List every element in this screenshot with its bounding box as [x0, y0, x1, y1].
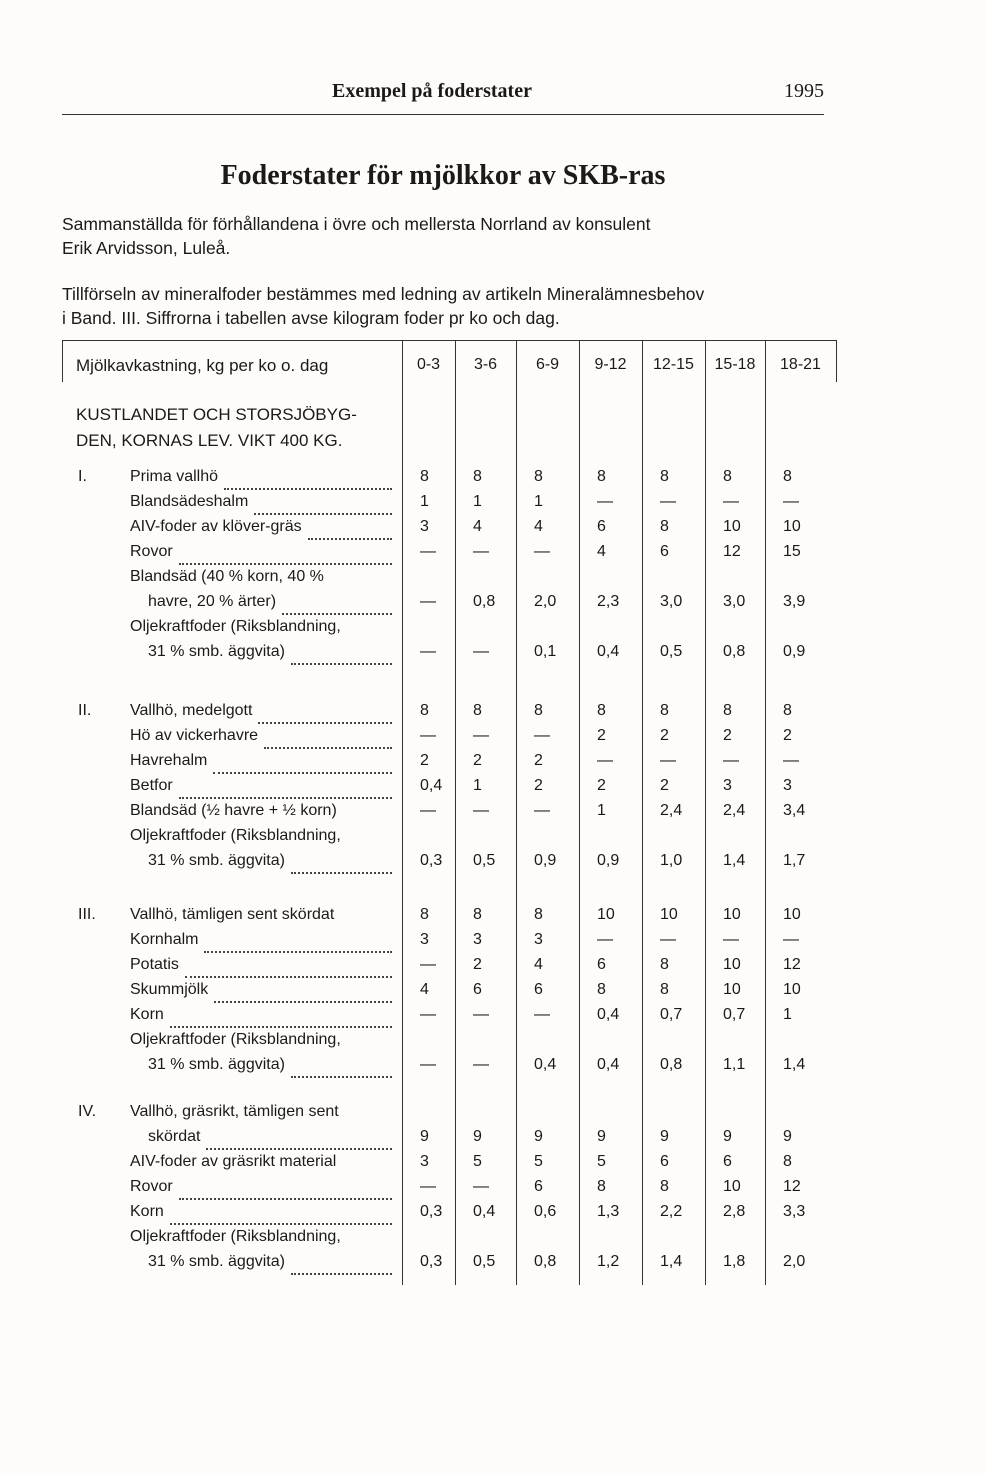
cell-value: 3 [534, 931, 543, 948]
cell-value: 0,4 [473, 1203, 496, 1220]
cell-value: 3,3 [783, 1203, 806, 1220]
section-title-line: DEN, KORNAS LEV. VIKT 400 KG. [76, 431, 343, 450]
cell-value: 10 [723, 1178, 741, 1195]
table-row [62, 1153, 836, 1177]
cell-value: — [783, 931, 799, 948]
row-label: Oljekraftfoder (Riksblandning, [130, 1228, 341, 1245]
column-header: 3-6 [473, 356, 498, 373]
cell-value: 8 [534, 702, 543, 719]
cell-value: 0,4 [597, 1006, 620, 1023]
cell-value: 0,3 [420, 1253, 443, 1270]
cell-value: 1 [597, 802, 606, 819]
cell-value: 8 [660, 702, 669, 719]
table-row [62, 727, 836, 751]
cell-value: 0,4 [597, 643, 620, 660]
cell-value: 4 [534, 518, 543, 535]
cell-value: 3 [723, 777, 732, 794]
leader-dots [170, 1006, 392, 1028]
cell-value: 2 [420, 752, 429, 769]
cell-value: 5 [597, 1153, 606, 1170]
table-row [62, 931, 836, 955]
cell-value: 6 [660, 1153, 669, 1170]
cell-value: — [597, 752, 613, 769]
group-numeral: III. [78, 906, 96, 923]
cell-value: 8 [473, 906, 482, 923]
row-label: Vallhö, tämligen sent skördat [130, 906, 335, 923]
cell-value: 2 [473, 752, 482, 769]
page-title: Foderstater för mjölkkor av SKB-ras [220, 160, 666, 191]
cell-value: 0,8 [534, 1253, 557, 1270]
leader-dots [282, 593, 392, 615]
cell-value: 2,4 [660, 802, 683, 819]
cell-value: 1 [783, 1006, 792, 1023]
table-row [62, 1203, 836, 1227]
cell-value: 8 [420, 702, 429, 719]
cell-value: 0,4 [534, 1056, 557, 1073]
leader-dots [170, 1203, 392, 1225]
cell-value: 3 [420, 518, 429, 535]
leader-dots [264, 727, 392, 749]
row-label: Betfor [130, 777, 173, 794]
cell-value: 6 [534, 1178, 543, 1195]
group-numeral: IV. [78, 1103, 97, 1120]
cell-value: 1,2 [597, 1253, 620, 1270]
cell-value: 2 [660, 777, 669, 794]
row-label: 31 % smb. äggvita) [148, 852, 285, 869]
cell-value: 1,0 [660, 852, 683, 869]
intro-line: i Band. III. Siffrorna i tabellen avse kilogram foder pr ko och dag. [62, 308, 560, 328]
cell-value: — [660, 931, 676, 948]
cell-value: 8 [660, 981, 669, 998]
cell-value: 2 [473, 956, 482, 973]
feed-table [62, 340, 836, 1285]
intro-line: Erik Arvidsson, Luleå. [62, 238, 231, 258]
leader-dots [308, 518, 392, 540]
cell-value: 15 [783, 543, 801, 560]
cell-value: 6 [597, 518, 606, 535]
cell-value: 9 [723, 1128, 732, 1145]
row-label: Korn [130, 1006, 164, 1023]
table-row [62, 543, 836, 567]
cell-value: 1,7 [783, 852, 806, 869]
table-row [62, 568, 836, 592]
cell-value: 9 [660, 1128, 669, 1145]
leader-dots [185, 956, 392, 978]
cell-value: 0,5 [660, 643, 683, 660]
cell-value: — [723, 493, 739, 510]
leader-dots [291, 852, 392, 874]
cell-value: 6 [597, 956, 606, 973]
cell-value: 8 [534, 906, 543, 923]
cell-value: — [420, 593, 436, 610]
cell-value: 0,5 [473, 852, 496, 869]
intro-paragraph-1 [62, 212, 830, 260]
row-label: Havrehalm [130, 752, 208, 769]
leader-dots [254, 493, 392, 515]
column-header: 15-18 [714, 356, 756, 373]
cell-value: 1,3 [597, 1203, 620, 1220]
leader-dots [179, 777, 392, 799]
cell-value: 0,5 [473, 1253, 496, 1270]
cell-value: — [660, 493, 676, 510]
cell-value: 3 [420, 1153, 429, 1170]
leader-dots [204, 931, 392, 953]
cell-value: 0,4 [420, 777, 443, 794]
row-label: Blandsädeshalm [130, 493, 249, 510]
page-number: 1995 [784, 80, 824, 102]
cell-value: 2 [534, 752, 543, 769]
cell-value: 4 [597, 543, 606, 560]
running-head [62, 80, 824, 115]
cell-value: 6 [534, 981, 543, 998]
cell-value: 4 [534, 956, 543, 973]
cell-value: 6 [660, 543, 669, 560]
cell-value: 1,4 [783, 1056, 806, 1073]
cell-value: 3 [420, 931, 429, 948]
cell-value: 9 [783, 1128, 792, 1145]
cell-value: 0,7 [723, 1006, 746, 1023]
column-rule [62, 340, 63, 382]
column-header: 0-3 [416, 356, 441, 373]
table-row [62, 1006, 836, 1030]
cell-value: 10 [723, 981, 741, 998]
leader-dots [179, 543, 392, 565]
cell-value: — [420, 1056, 436, 1073]
table-row [62, 852, 836, 876]
table-row [62, 1103, 836, 1127]
cell-value: — [597, 931, 613, 948]
cell-value: 10 [723, 906, 741, 923]
table-row [62, 468, 836, 492]
cell-value: 9 [420, 1128, 429, 1145]
cell-value: 2 [534, 777, 543, 794]
cell-value: 4 [420, 981, 429, 998]
cell-value: — [420, 802, 436, 819]
cell-value: 10 [783, 981, 801, 998]
cell-value: 3,9 [783, 593, 806, 610]
row-label: Hö av vickerhavre [130, 727, 259, 744]
cell-value: 2,8 [723, 1203, 746, 1220]
cell-value: 8 [660, 1178, 669, 1195]
cell-value: 2,3 [597, 593, 620, 610]
row-label: skördat [148, 1128, 201, 1145]
intro-paragraph-2 [62, 282, 830, 330]
table-row [62, 1056, 836, 1080]
cell-value: 8 [723, 468, 732, 485]
intro-line: Tillförseln av mineralfoder bestämmes med ledning av artikeln Mineralämnesbehov [62, 284, 705, 304]
leader-dots [206, 1128, 392, 1150]
cell-value: 10 [783, 518, 801, 535]
table-row [62, 1253, 836, 1277]
leader-dots [179, 1178, 392, 1200]
column-rule [516, 340, 517, 1285]
table-row [62, 981, 836, 1005]
cell-value: 2 [660, 727, 669, 744]
table-row [62, 702, 836, 726]
cell-value: 0,8 [660, 1056, 683, 1073]
cell-value: 8 [534, 468, 543, 485]
cell-value: 1,4 [660, 1253, 683, 1270]
table-row [62, 1128, 836, 1152]
cell-value: — [420, 727, 436, 744]
section-title [76, 402, 357, 454]
cell-value: — [420, 1178, 436, 1195]
cell-value: 8 [473, 702, 482, 719]
cell-value: 8 [660, 956, 669, 973]
column-rule [765, 340, 766, 1285]
cell-value: 9 [597, 1128, 606, 1145]
cell-value: 0,9 [783, 643, 806, 660]
table-row [62, 1228, 836, 1252]
table-row [62, 593, 836, 617]
cell-value: 1,1 [723, 1056, 746, 1073]
cell-value: 10 [723, 956, 741, 973]
cell-value: 0,8 [723, 643, 746, 660]
cell-value: 10 [660, 906, 678, 923]
cell-value: 8 [723, 702, 732, 719]
cell-value: — [420, 1006, 436, 1023]
row-label: 31 % smb. äggvita) [148, 1056, 285, 1073]
cell-value: — [473, 1006, 489, 1023]
cell-value: 2,0 [783, 1253, 806, 1270]
row-label: Oljekraftfoder (Riksblandning, [130, 618, 341, 635]
cell-value: — [534, 727, 550, 744]
leader-dots [291, 643, 392, 665]
cell-value: 1 [534, 493, 543, 510]
table-row [62, 906, 836, 930]
cell-value: 8 [660, 518, 669, 535]
cell-value: 8 [420, 906, 429, 923]
leader-dots [214, 981, 392, 1003]
cell-value: — [473, 802, 489, 819]
table-row [62, 493, 836, 517]
column-rule [455, 340, 456, 1285]
cell-value: 2 [597, 727, 606, 744]
cell-value: — [534, 802, 550, 819]
table-row [62, 752, 836, 776]
table-row [62, 618, 836, 642]
row-label: AIV-foder av gräsrikt material [130, 1153, 337, 1170]
cell-value: — [420, 543, 436, 560]
cell-value: 9 [473, 1128, 482, 1145]
cell-value: — [783, 752, 799, 769]
table-row [62, 643, 836, 667]
table-row [62, 1178, 836, 1202]
cell-value: 8 [473, 468, 482, 485]
cell-value: 2,0 [534, 593, 557, 610]
cell-value: — [534, 543, 550, 560]
row-label: Vallhö, medelgott [130, 702, 253, 719]
group-numeral: II. [78, 702, 92, 719]
cell-value: — [473, 1056, 489, 1073]
cell-value: — [473, 727, 489, 744]
table-row [62, 1031, 836, 1055]
cell-value: 0,8 [473, 593, 496, 610]
row-label: Skummjölk [130, 981, 209, 998]
cell-value: 1,8 [723, 1253, 746, 1270]
cell-value: 8 [783, 1153, 792, 1170]
cell-value: 0,4 [597, 1056, 620, 1073]
row-label: Vallhö, gräsrikt, tämligen sent [130, 1103, 339, 1120]
row-label: Potatis [130, 956, 179, 973]
cell-value: 3,0 [723, 593, 746, 610]
cell-value: 2 [597, 777, 606, 794]
row-label: 31 % smb. äggvita) [148, 643, 285, 660]
cell-value: 12 [723, 543, 741, 560]
cell-value: 0,6 [534, 1203, 557, 1220]
cell-value: 8 [783, 468, 792, 485]
cell-value: — [420, 956, 436, 973]
cell-value: 12 [783, 956, 801, 973]
cell-value: 5 [534, 1153, 543, 1170]
cell-value: 10 [723, 518, 741, 535]
cell-value: 2,2 [660, 1203, 683, 1220]
cell-value: 10 [783, 906, 801, 923]
column-rule [402, 340, 403, 1285]
cell-value: 0,1 [534, 643, 557, 660]
cell-value: — [783, 493, 799, 510]
cell-value: 1,4 [723, 852, 746, 869]
cell-value: 0,9 [534, 852, 557, 869]
group-numeral: I. [78, 468, 87, 485]
intro-line: Sammanställda för förhållandena i övre och mellersta Norrland av konsulent [62, 214, 651, 234]
cell-value: 8 [783, 702, 792, 719]
cell-value: 8 [597, 702, 606, 719]
table-row [62, 777, 836, 801]
cell-value: 3,0 [660, 593, 683, 610]
cell-value: 0,3 [420, 852, 443, 869]
cell-value: 1 [473, 493, 482, 510]
cell-value: 3 [783, 777, 792, 794]
column-header: 9-12 [594, 356, 627, 373]
cell-value: 2 [723, 727, 732, 744]
cell-value: 3,4 [783, 802, 806, 819]
cell-value: 10 [597, 906, 615, 923]
row-label: havre, 20 % ärter) [148, 593, 277, 610]
table-row [62, 802, 836, 826]
cell-value: 8 [597, 981, 606, 998]
cell-value: 0,3 [420, 1203, 443, 1220]
cell-value: — [473, 543, 489, 560]
row-label: Oljekraftfoder (Riksblandning, [130, 827, 341, 844]
cell-value: 4 [473, 518, 482, 535]
row-label: Rovor [130, 543, 173, 560]
row-label: Prima vallhö [130, 468, 219, 485]
column-rule [836, 340, 837, 382]
row-label: Korn [130, 1203, 164, 1220]
cell-value: 2,4 [723, 802, 746, 819]
header-label: Mjölkavkastning, kg per ko o. dag [76, 356, 329, 375]
cell-value: 8 [597, 1178, 606, 1195]
cell-value: — [723, 931, 739, 948]
row-label: Blandsäd (½ havre + ½ korn) [130, 802, 337, 819]
leader-dots [291, 1056, 392, 1078]
row-label: 31 % smb. äggvita) [148, 1253, 285, 1270]
column-rule [642, 340, 643, 1285]
cell-value: 6 [473, 981, 482, 998]
column-header: 6-9 [535, 356, 560, 373]
section-title-line: KUSTLANDET OCH STORSJÖBYG- [76, 405, 357, 424]
cell-value: 0,9 [597, 852, 620, 869]
leader-dots [224, 468, 392, 490]
column-rule [579, 340, 580, 1285]
cell-value: — [723, 752, 739, 769]
cell-value: — [534, 1006, 550, 1023]
cell-value: — [660, 752, 676, 769]
cell-value: 2 [783, 727, 792, 744]
cell-value: 0,7 [660, 1006, 683, 1023]
row-label: Blandsäd (40 % korn, 40 % [130, 568, 324, 585]
column-header: 18-21 [780, 356, 821, 373]
leader-dots [291, 1253, 392, 1275]
table-row [62, 956, 836, 980]
table-top-rule [62, 340, 836, 341]
running-head-title: Exempel på foderstater [332, 80, 532, 102]
cell-value: 5 [473, 1153, 482, 1170]
column-rule [705, 340, 706, 1285]
cell-value: — [597, 493, 613, 510]
cell-value: 12 [783, 1178, 801, 1195]
cell-value: 8 [597, 468, 606, 485]
cell-value: 9 [534, 1128, 543, 1145]
row-label: Rovor [130, 1178, 173, 1195]
cell-value: 8 [420, 468, 429, 485]
cell-value: 1 [420, 493, 429, 510]
cell-value: — [473, 643, 489, 660]
row-label: Kornhalm [130, 931, 199, 948]
column-header: 12-15 [653, 356, 694, 373]
cell-value: 1 [473, 777, 482, 794]
cell-value: 3 [473, 931, 482, 948]
cell-value: — [420, 643, 436, 660]
cell-value: — [473, 1178, 489, 1195]
table-row [62, 518, 836, 542]
table-row [62, 827, 836, 851]
leader-dots [213, 752, 392, 774]
leader-dots [258, 702, 392, 724]
cell-value: 6 [723, 1153, 732, 1170]
row-label: Oljekraftfoder (Riksblandning, [130, 1031, 341, 1048]
row-label: AIV-foder av klöver-gräs [130, 518, 302, 535]
cell-value: 8 [660, 468, 669, 485]
